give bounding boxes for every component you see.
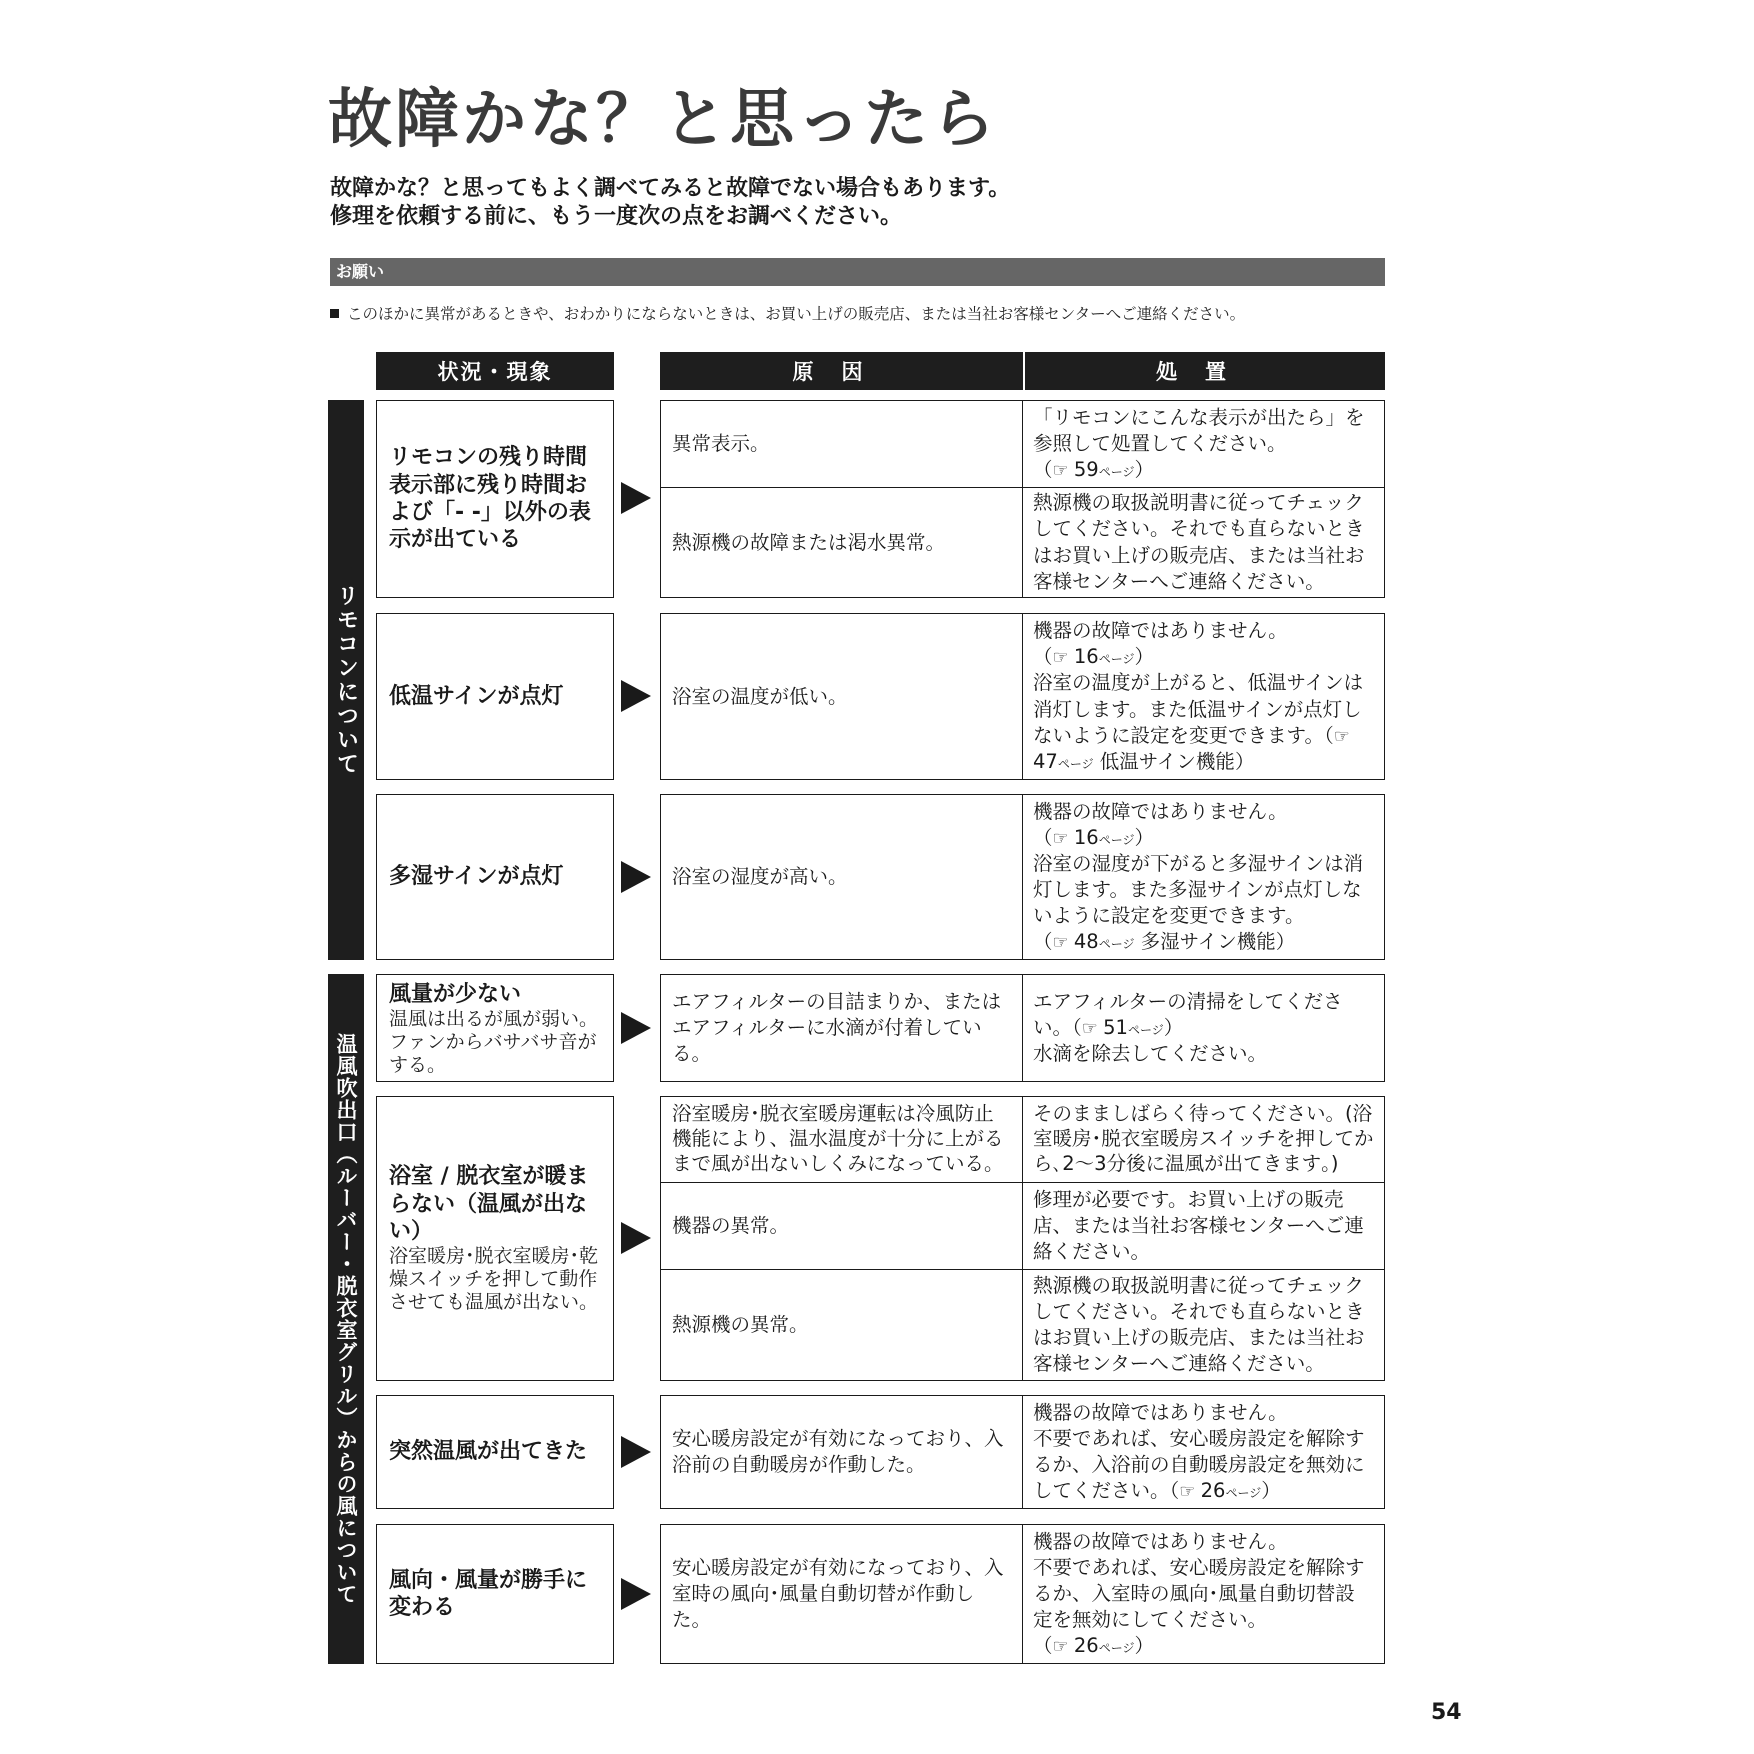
- table-row: [661, 487, 1384, 597]
- cause-remedy-group: [660, 1524, 1385, 1664]
- page-ref-number: 51: [1103, 1015, 1128, 1039]
- remedy-text-b: 水滴を除去してください。: [1033, 1042, 1268, 1066]
- pointing-hand-icon: ☞: [1081, 1017, 1097, 1039]
- page-number: 54: [1431, 1700, 1462, 1725]
- situation-text: 低温サインが点灯: [389, 683, 564, 709]
- page-ref-unit: ページ: [1098, 652, 1135, 667]
- table-row: [661, 614, 1384, 779]
- page-ref-unit: ページ: [1098, 832, 1135, 847]
- page-ref-number: 48: [1073, 930, 1099, 954]
- remedy-text-b: 不要であれば、安心暖房設定を解除するか、入浴前の自動暖房設定を無効にしてください。（☞ 26ページ）: [1033, 1426, 1365, 1503]
- page-reference: （☞ 26ページ）: [1033, 1634, 1154, 1658]
- cause-remedy-group: [660, 974, 1385, 1082]
- table-row: [661, 975, 1384, 1081]
- remedy-text-b-body: 不要であれば、安心暖房設定を解除するか、入浴前の自動暖房設定を無効にしてください。: [1033, 1426, 1365, 1503]
- cause-cell: 安心暖房設定が有効になっており、入室時の風向･風量自動切替が作動した。: [661, 1525, 1023, 1663]
- arrow-right-icon: [621, 1222, 651, 1254]
- remedy-cell: [1023, 795, 1384, 959]
- table-row: [661, 1182, 1384, 1269]
- pointing-hand-icon: ☞: [1052, 827, 1068, 849]
- intro-line-1: 故障かな？と思ってもよく調べてみると故障でない場合もあります。: [330, 176, 1011, 201]
- cause-cell: 熱源機の異常。: [661, 1270, 1023, 1380]
- page-title: 故障かな？と思ったら: [328, 83, 998, 157]
- remedy-cell: [1023, 1525, 1384, 1663]
- table-row: [661, 401, 1384, 487]
- situation-low-airflow: [376, 974, 614, 1082]
- arrow-right-icon: [621, 861, 651, 893]
- page-reference: （☞ 16ページ）: [1033, 645, 1154, 669]
- situation-direction-changes: [376, 1524, 614, 1664]
- cause-remedy-group: [660, 1096, 1385, 1381]
- remedy-text-b: 浴室の温度が上がると、低温サインは消灯します。また低温サインが点灯しないように設定を変更できます。: [1033, 671, 1364, 747]
- page-ref-unit: ページ: [1098, 465, 1135, 480]
- pointing-hand-icon: ☞: [1179, 1481, 1195, 1503]
- page-reference: （☞ 16ページ）: [1033, 825, 1154, 849]
- remedy-cell: そのまましばらく待ってください。(浴室暖房･脱衣室暖房スイッチを押してから､2～3分後に温風が出てきます｡): [1033, 1102, 1374, 1175]
- cause-cell: 浴室暖房･脱衣室暖房運転は冷風防止機能により、温水温度が十分に上がるまで風が出ないしくみになっている。: [661, 1097, 1023, 1182]
- cause-cell: 浴室の湿度が高い。: [661, 795, 1023, 959]
- intro-text: [330, 175, 1010, 231]
- situation-sudden-warm-air: [376, 1395, 614, 1509]
- notice-text: [330, 302, 1245, 324]
- remedy-text: 「リモコンにこんな表示が出たら」を参照して処置してください。: [1033, 405, 1365, 455]
- pointing-hand-icon: ☞: [1052, 460, 1068, 482]
- situation-high-humidity-sign: [376, 794, 614, 960]
- arrow-right-icon: [621, 1578, 651, 1610]
- arrow-right-icon: [621, 680, 651, 712]
- header-situation: 状況・現象: [376, 352, 614, 390]
- situation-low-temp-sign: [376, 613, 614, 780]
- notice-heading: お願い: [330, 258, 1385, 286]
- remedy-text-b: 浴室の湿度が下がると多湿サインは消灯します。また多湿サインが点灯しないように設定を変更できます。: [1033, 851, 1364, 928]
- cause-cell: エアフィルターの目詰まりか、またはエアフィルターに水滴が付着している。: [661, 975, 1023, 1081]
- pointing-hand-icon: ☞: [1052, 647, 1068, 669]
- cause-cell: 安心暖房設定が有効になっており、入浴前の自動暖房が作動した。: [661, 1396, 1023, 1508]
- remedy-cell: [1023, 975, 1384, 1081]
- page-ref-unit: ページ: [1127, 1022, 1164, 1037]
- page-reference: （☞ 59ページ）: [1033, 458, 1154, 482]
- page-ref-number: 26: [1200, 1479, 1226, 1503]
- cause-remedy-group: [660, 400, 1385, 598]
- situation-text: 突然温風が出てきた: [389, 1439, 588, 1465]
- square-bullet-icon: [330, 309, 339, 318]
- cause-cell: 浴室の温度が低い。: [661, 614, 1023, 779]
- situation-remote-time-display: [376, 400, 614, 598]
- header-remedy: 処置: [1023, 352, 1385, 390]
- remedy-cell: 熱源機の取扱説明書に従ってチェックしてください。それでも直らないときはお買い上げの販売店、または当社お客様センターへご連絡ください。: [1033, 1273, 1365, 1376]
- pointing-hand-icon: ☞: [1333, 725, 1349, 747]
- page-ref-number: 26: [1073, 1634, 1099, 1658]
- situation-room-not-warming: [376, 1096, 614, 1381]
- page-ref-number: 16: [1073, 825, 1099, 849]
- pointing-hand-icon: ☞: [1052, 932, 1068, 954]
- situation-text: 浴室 / 脱衣室が暖まらない（温風が出ない）: [389, 1164, 589, 1244]
- arrow-right-icon: [621, 482, 651, 514]
- remedy-text: 浴室の温度が上がると、低温サインは消灯します。また低温サインが点灯しないように設定を変更できます。（☞ 47ページ 低温サイン機能）: [1033, 671, 1364, 773]
- header-cause: 原因: [660, 352, 1023, 390]
- pointing-hand-icon: ☞: [1052, 1636, 1068, 1658]
- situation-text: リモコンの残り時間表示部に残り時間および「- -」以外の表示が出ている: [389, 445, 591, 553]
- cause-cell: 熱源機の故障または渇水異常。: [661, 488, 1023, 597]
- situation-subtext: 浴室暖房･脱衣室暖房･乾燥スイッチを押して動作させても温風が出ない。: [389, 1245, 599, 1313]
- cause-remedy-group: [660, 613, 1385, 780]
- remedy-cell: [1023, 1396, 1384, 1508]
- page-ref-unit: ページ: [1098, 937, 1135, 952]
- table-row: [661, 1396, 1384, 1508]
- page-ref-number: 47: [1033, 749, 1058, 773]
- table-row: [661, 1269, 1384, 1380]
- cause-cell: 機器の異常。: [661, 1183, 1023, 1269]
- cause-remedy-group: [660, 794, 1385, 960]
- table-row: [661, 1525, 1384, 1663]
- remedy-text-a: エアフィルターの清掃をしてください。: [1033, 989, 1343, 1039]
- situation-text: 風量が少ない: [389, 982, 522, 1007]
- remedy-text: エアフィルターの清掃をしてください。（☞ 51ページ）: [1033, 989, 1343, 1039]
- remedy-cell: 熱源機の取扱説明書に従ってチェックしてください。それでも直らないときはお買い上げの販売店、または当社お客様センターへご連絡ください。: [1033, 491, 1365, 593]
- remedy-text-b: 不要であれば、安心暖房設定を解除するか、入室時の風向･風量自動切替設定を無効にしてください。: [1033, 1555, 1365, 1632]
- intro-line-2: 修理を依頼する前に、もう一度次の点をお調べください。: [330, 203, 903, 229]
- remedy-cell: 修理が必要です。お買い上げの販売店、または当社お客様センターへご連絡ください。: [1033, 1187, 1364, 1264]
- cause-cell: 異常表示。: [661, 401, 1023, 487]
- page-ref-feature: 多湿サイン機能: [1140, 930, 1276, 954]
- arrow-right-icon: [621, 1436, 651, 1468]
- remedy-text: 機器の故障ではありません。: [1033, 619, 1288, 643]
- section-label-remote: リモコンについて: [328, 400, 364, 960]
- table-row: [661, 795, 1384, 959]
- table-row: [661, 1097, 1384, 1182]
- page-ref-number: 16: [1073, 645, 1099, 669]
- section-label-vent: 温風吹出口（ルーバー・脱衣室グリル）からの風について: [328, 974, 364, 1664]
- page-ref-number: 59: [1073, 458, 1099, 482]
- remedy-cell: [1023, 614, 1384, 779]
- page-ref-unit: ページ: [1057, 756, 1094, 771]
- page-ref-unit: ページ: [1225, 1486, 1262, 1501]
- situation-text: 風向・風量が勝手に変わる: [389, 1567, 588, 1620]
- situation-subtext: 温風は出るが風が弱い。ファンからバサバサ音がする。: [389, 1008, 599, 1076]
- remedy-text: 機器の故障ではありません。: [1033, 1529, 1288, 1553]
- page-ref-feature: 低温サイン機能: [1099, 749, 1235, 773]
- page-reference: （☞ 48ページ 多湿サイン機能）: [1033, 930, 1296, 954]
- arrow-right-icon: [621, 1012, 651, 1044]
- notice-text-body: このほかに異常があるときや、おわかりにならないときは、お買い上げの販売店、または当社お客様センターへご連絡ください。: [347, 305, 1246, 323]
- remedy-text: 機器の故障ではありません。: [1033, 799, 1288, 823]
- page-ref-unit: ページ: [1098, 1641, 1135, 1656]
- cause-remedy-group: [660, 1395, 1385, 1509]
- situation-text: 多湿サインが点灯: [389, 864, 564, 890]
- remedy-text: 機器の故障ではありません。: [1033, 1400, 1288, 1424]
- remedy-cell: [1023, 401, 1384, 487]
